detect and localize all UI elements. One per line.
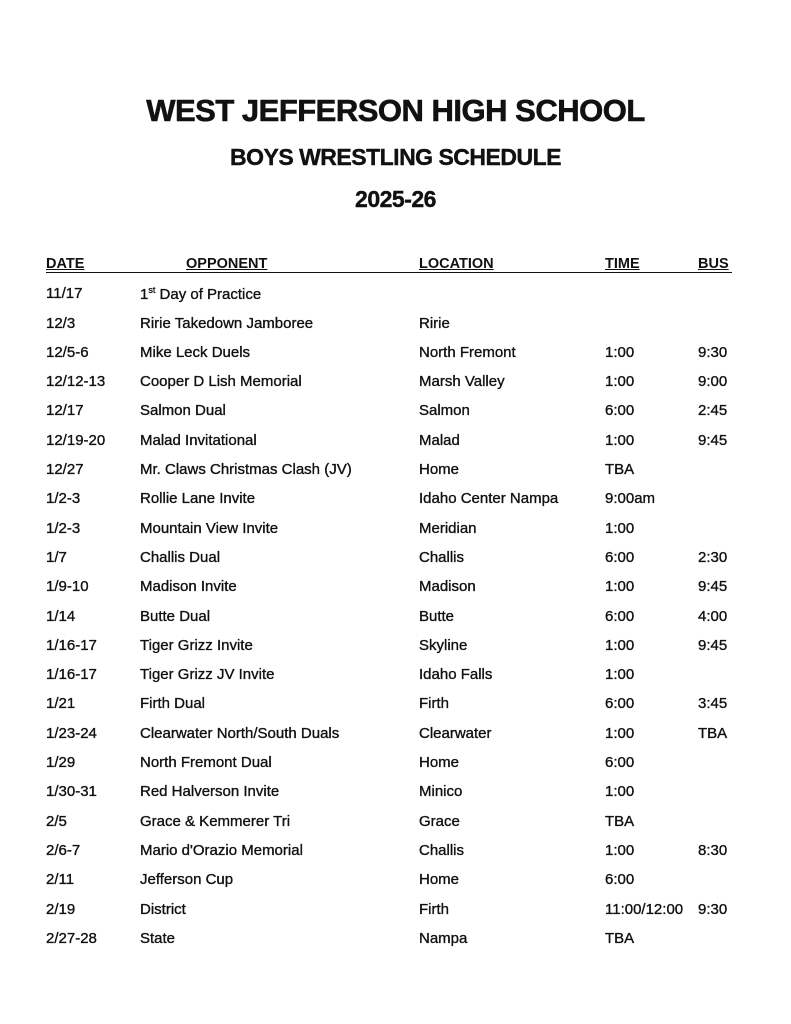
date-cell: 12/3	[46, 314, 76, 332]
school-title: WEST JEFFERSON HIGH SCHOOL	[146, 93, 645, 128]
time-cell: 1:00	[605, 783, 635, 801]
bus-cell: 9:30	[698, 900, 728, 918]
bus-cell: 9:45	[698, 636, 728, 654]
opponent-cell: Salmon Dual	[140, 402, 226, 420]
date-cell: 12/19-20	[46, 431, 106, 449]
table-row	[0, 754, 791, 774]
location-cell: Idaho Center Nampa	[419, 490, 559, 508]
table-row	[0, 666, 791, 686]
table-row	[0, 725, 791, 745]
date-cell: 11/17	[46, 285, 83, 302]
date-cell: 1/9-10	[46, 578, 89, 596]
location-cell: Madison	[419, 578, 476, 596]
opponent-cell	[140, 285, 261, 303]
opponent-cell: Mountain View Invite	[140, 519, 279, 537]
opponent-cell: Butte Dual	[140, 607, 211, 625]
time-cell: 9:00am	[605, 490, 656, 508]
column-header-location: LOCATION	[419, 256, 494, 272]
date-cell: 1/21	[46, 695, 76, 713]
table-row	[0, 315, 791, 335]
bus-cell: 9:45	[698, 431, 728, 449]
column-header-date: DATE	[46, 256, 85, 272]
opponent-cell: District	[140, 900, 186, 918]
opponent-cell: Mike Leck Duels	[140, 343, 251, 361]
time-cell: 1:00	[605, 841, 635, 859]
date-cell: 1/30-31	[46, 783, 97, 801]
opponent-cell: Malad Invitational	[140, 431, 257, 449]
date-cell: 12/27	[46, 461, 84, 478]
opponent-cell: Rollie Lane Invite	[140, 490, 256, 508]
ordinal-suffix: st	[148, 285, 156, 295]
location-cell: Home	[419, 461, 460, 478]
opponent-cell: Mario d'Orazio Memorial	[140, 841, 303, 859]
opponent-cell: North Fremont Dual	[140, 754, 272, 771]
date-cell: 1/16-17	[46, 636, 97, 654]
opponent-cell: Jefferson Cup	[140, 871, 234, 889]
location-cell: Skyline	[419, 636, 468, 654]
time-cell: 1:00	[605, 724, 635, 742]
location-cell: Clearwater	[419, 724, 492, 742]
location-cell: Nampa	[419, 929, 468, 947]
date-cell: 2/27-28	[46, 929, 97, 947]
table-row	[0, 461, 791, 481]
time-cell: 1:00	[605, 519, 635, 537]
table-row	[0, 695, 791, 715]
opponent-cell: Challis Dual	[140, 548, 221, 566]
bus-cell: 9:00	[698, 373, 728, 391]
table-row	[0, 344, 791, 364]
location-cell: Marsh Valley	[419, 373, 505, 391]
time-cell: 6:00	[605, 754, 635, 771]
opponent-cell: Tiger Grizz JV Invite	[140, 666, 275, 684]
table-row	[0, 637, 791, 657]
time-cell: TBA	[605, 461, 635, 478]
date-cell: 12/12-13	[46, 373, 106, 391]
date-cell: 1/7	[46, 548, 67, 566]
time-cell: 1:00	[605, 343, 635, 361]
location-cell: Ririe	[419, 314, 450, 332]
date-cell: 1/14	[46, 607, 76, 625]
opponent-cell: Clearwater North/South Duals	[140, 724, 340, 742]
column-header-time: TIME	[605, 256, 640, 272]
time-cell: 6:00	[605, 695, 635, 713]
location-cell: Home	[419, 754, 460, 771]
opponent-cell: Ririe Takedown Jamboree	[140, 314, 314, 332]
table-row	[0, 930, 791, 950]
date-cell: 2/19	[46, 900, 76, 918]
column-header-opponent: OPPONENT	[186, 256, 268, 272]
time-cell: 6:00	[605, 402, 635, 420]
bus-cell: 4:00	[698, 607, 728, 625]
date-cell: 1/2-3	[46, 490, 81, 508]
opponent-cell: Cooper D Lish Memorial	[140, 373, 302, 391]
opponent-cell: State	[140, 929, 176, 947]
location-cell: Salmon	[419, 402, 470, 420]
opponent-cell: Firth Dual	[140, 695, 206, 713]
time-cell: 1:00	[605, 431, 635, 449]
location-cell: Challis	[419, 841, 465, 859]
bus-cell: 2:30	[698, 548, 728, 566]
date-cell: 1/2-3	[46, 519, 81, 537]
column-header-bus: BUS	[698, 256, 729, 272]
table-row	[0, 520, 791, 540]
table-row	[0, 901, 791, 921]
date-cell: 12/17	[46, 402, 84, 420]
location-cell: Meridian	[419, 519, 477, 537]
date-cell: 1/23-24	[46, 724, 97, 742]
table-row	[0, 842, 791, 862]
table-row	[0, 608, 791, 628]
time-cell: 1:00	[605, 666, 635, 684]
bus-cell: 9:30	[698, 343, 728, 361]
season-label: 2025-26	[355, 186, 436, 212]
opponent-cell: Tiger Grizz Invite	[140, 636, 253, 654]
table-row	[0, 402, 791, 422]
table-row	[0, 490, 791, 510]
time-cell: 6:00	[605, 871, 635, 889]
location-cell: Home	[419, 871, 460, 889]
table-header	[46, 256, 732, 273]
opponent-text: Day of Practice	[155, 286, 262, 303]
opponent-cell: Mr. Claws Christmas Clash (JV)	[140, 461, 352, 478]
time-cell: TBA	[605, 929, 635, 947]
date-cell: 2/5	[46, 812, 67, 830]
schedule-subtitle: BOYS WRESTLING SCHEDULE	[230, 144, 561, 170]
location-cell: Firth	[419, 900, 449, 918]
table-row	[0, 373, 791, 393]
bus-cell: 2:45	[698, 402, 728, 420]
date-cell: 1/16-17	[46, 666, 97, 684]
table-row	[0, 285, 791, 305]
opponent-cell: Grace & Kemmerer Tri	[140, 812, 291, 830]
time-cell: 6:00	[605, 548, 635, 566]
location-cell: Malad	[419, 431, 460, 449]
location-cell: Firth	[419, 695, 449, 713]
time-cell: TBA	[605, 812, 635, 830]
ordinal: 1	[140, 286, 149, 303]
bus-cell: 3:45	[698, 695, 728, 713]
location-cell: North Fremont	[419, 343, 516, 361]
time-cell: 1:00	[605, 373, 635, 391]
location-cell: Minico	[419, 783, 463, 801]
bus-cell: TBA	[698, 724, 728, 742]
time-cell: 1:00	[605, 636, 635, 654]
date-cell: 2/6-7	[46, 841, 81, 859]
table-row	[0, 549, 791, 569]
table-row	[0, 813, 791, 833]
time-cell: 6:00	[605, 607, 635, 625]
location-cell: Idaho Falls	[419, 666, 493, 684]
opponent-cell: Red Halverson Invite	[140, 783, 280, 801]
location-cell: Challis	[419, 548, 465, 566]
date-cell: 12/5-6	[46, 343, 89, 361]
location-cell: Butte	[419, 607, 455, 625]
table-row	[0, 578, 791, 598]
time-cell: 1:00	[605, 578, 635, 596]
table-row	[0, 783, 791, 803]
table-row	[0, 871, 791, 891]
date-cell: 2/11	[46, 871, 75, 889]
bus-cell: 8:30	[698, 841, 728, 859]
date-cell: 1/29	[46, 754, 76, 771]
time-cell: 11:00/12:00	[605, 900, 684, 918]
table-row	[0, 432, 791, 452]
location-cell: Grace	[419, 812, 460, 830]
bus-cell: 9:45	[698, 578, 728, 596]
opponent-cell: Madison Invite	[140, 578, 237, 596]
